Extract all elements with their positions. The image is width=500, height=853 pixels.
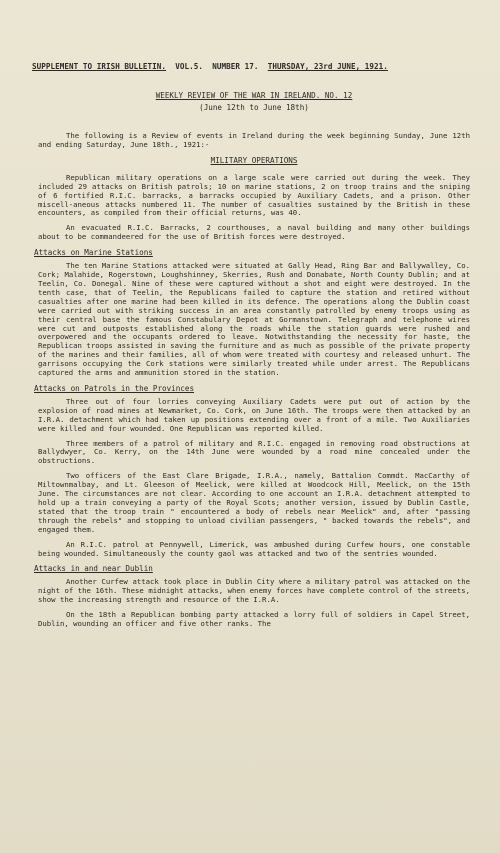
review-dates: (June 12th to June 18th) bbox=[199, 103, 309, 112]
subheading-patrols-provinces: Attacks on Patrols in the Provinces bbox=[34, 383, 195, 393]
patrols-paragraph-4: An R.I.C. patrol at Pennywell, Limerick, was ambushed during Curfew hours, one constable being wounded. Simultaneously the county gaol was attacked and two of the sentries wounded. bbox=[38, 539, 470, 558]
review-title: WEEKLY REVIEW OF THE WAR IN IRELAND. NO. 12 bbox=[155, 91, 353, 100]
header-number: NUMBER 17. bbox=[212, 62, 259, 71]
header-supplement: SUPPLEMENT TO IRISH BULLETIN. bbox=[32, 62, 167, 71]
patrols-paragraph-2: Three members of a patrol of military and R.I.C. engaged in removing road obstructions at Ballydwyer, Co. Kerry, on the 14th June were wounded by a road mine concealed under the obstructions. bbox=[38, 438, 470, 466]
marine-paragraph: The ten Marine Stations attacked were situated at Gally Head, Ring Bar and Ballywalley, Co. Cork; Malahide, Rogerstown, Loughshinney, Skerries, Rush and Donabate, North County Dublin; and at Teelin, Co. Donegal. Nine of these were captured without a shot and eight were destroyed. In the tenth case, that of Teelin, the Republicans failed to capture the station and retired without casualties after one marine had been killed in its defence. The operations along the Dublin coast were carried out with striking success in an area constantly patrolled by enemy troops using as their central base the famous Constabulary Depot at Gormanstown. Telegraph and telephone wires were cut and outposts established along the roads while the station guards were rushed and overpowered and the occupants ordered to leave. Notwithstanding the necessity for haste, the Republican troops assisted in saving the furniture and as much as possible of the private property of the marines and their families, all of whom were treated with courtesy and released unhurt. The garrisons occupying the Cork stations were similarly treated while under arrest. The Republicans captured the arms and ammunition stored in the station. bbox=[38, 261, 470, 378]
intro-paragraph: The following is a Review of events in Ireland during the week beginning Sunday, June 12th and ending Saturday, June 18th., 1921:- bbox=[38, 131, 470, 149]
patrols-paragraph-3: Two officers of the East Clare Brigade, I.R.A., namely, Battalion Commdt. MacCarthy of Miltownmalbay, and Lt. Gleeson of Meelick, were killed at Woodcock Hill, Meelick, on the 15th June. The circumstances are not clear. According to one account an I.R.A. detachment attempted to hold up a train conveying a party of the Royal Scots; another version, issued by Dublin Castle, stated that the troop train " encountered a body of rebels near Meelick" and, after "passing through the rebels" and stopping to unload civilian passengers, " backed towards the rebels", and engaged them. bbox=[38, 471, 470, 534]
dublin-paragraph-2: On the 18th a Republican bombing party attacked a lorry full of soldiers in Capel Street, Dublin, wounding an officer and five other ranks. The bbox=[38, 610, 470, 629]
subheading-marine-stations: Attacks on Marine Stations bbox=[34, 248, 153, 258]
military-paragraph-1: Republican military operations on a large scale were carried out during the week. They included 29 attacks on British patrols; 10 on marine stations, 2 on troop trains and the sniping of 6 fortified R.I.C. barracks, a barracks occupied by Auxiliary Cadets, and a prison. Other miscell-aneous attacks numbered 11. The number of casualties sustained by the British in these encounters, as compiled from their official returns, was 40. bbox=[38, 172, 470, 218]
patrols-paragraph-1: Three out of four lorries conveying Auxiliary Cadets were put out of action by the explosion of road mines at Newmarket, Co. Cork, on June 16th. The troops were then attacked by an I.R.A. detachment which had taken up positions extending over a front of a mile. Two Auxiliaries were killed and four wounded. One Republican was reported killed. bbox=[38, 396, 470, 433]
section-military-operations: MILITARY OPERATIONS bbox=[210, 155, 298, 165]
bulletin-header bbox=[32, 62, 470, 71]
header-volume: VOL.5. bbox=[175, 62, 204, 71]
subheading-dublin: Attacks in and near Dublin bbox=[34, 564, 153, 574]
military-paragraph-2: An evacuated R.I.C. Barracks, 2 courthouses, a naval building and many other buildings about to be commandeered for the use of British forces were destroyed. bbox=[38, 223, 470, 242]
header-date: THURSDAY, 23rd JUNE, 1921. bbox=[267, 62, 388, 71]
dublin-paragraph-1: Another Curfew attack took place in Dublin City where a military patrol was attacked on the night of the 16th. These midnight attacks, when enemy forces have complete control of the streets, show the increasing strength and resource of the I.R.A. bbox=[38, 577, 470, 605]
